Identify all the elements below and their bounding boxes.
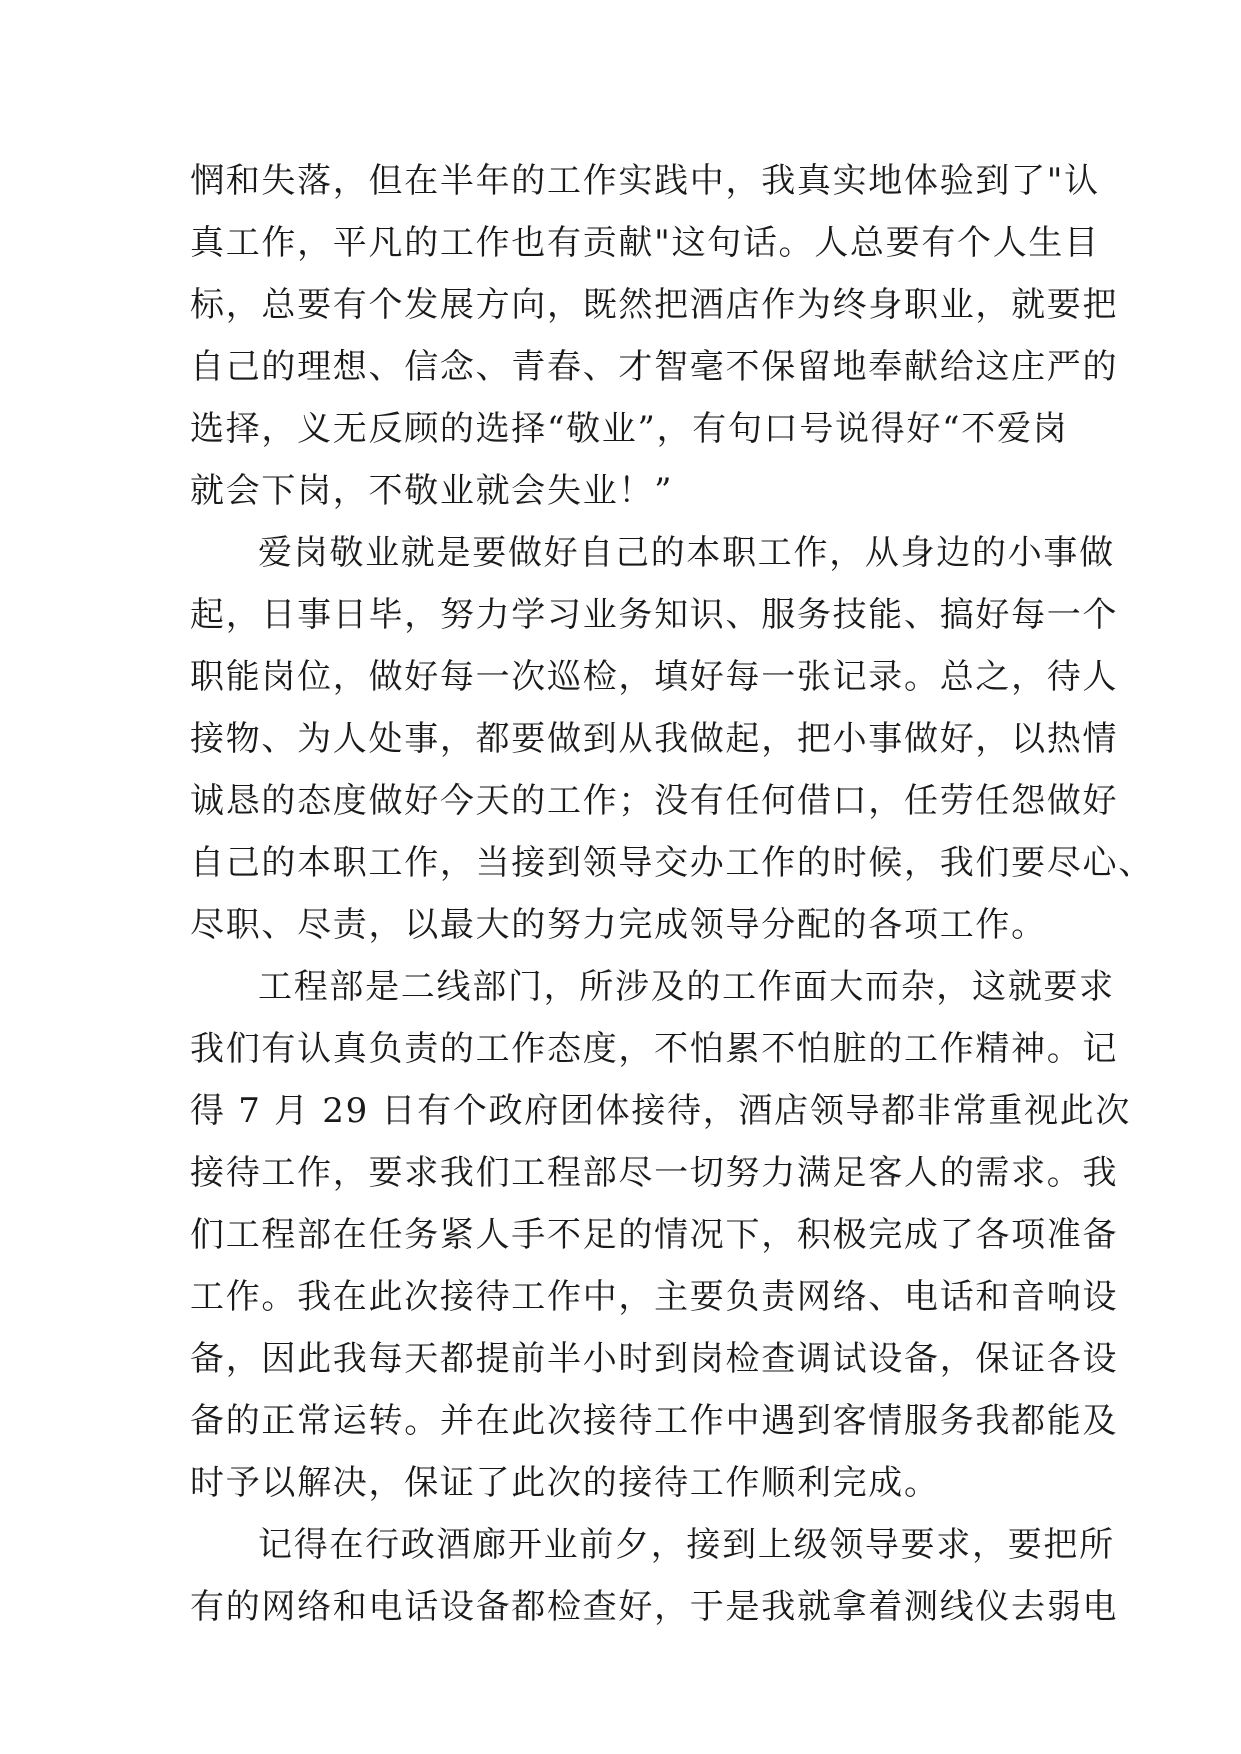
text-line: 备，因此我每天都提前半小时到岗检查调试设备，保证各设 bbox=[190, 1339, 1119, 1379]
text-line: 尽职、尽责，以最大的努力完成领导分配的各项工作。 bbox=[190, 905, 1047, 945]
document-body bbox=[190, 150, 1154, 1638]
text-line: 接物、为人处事，都要做到从我做起，把小事做好，以热情 bbox=[190, 719, 1119, 759]
text-line: 就会下岗，不敬业就会失业！” bbox=[190, 471, 674, 511]
text-line: 得 7 月 29 日有个政府团体接待，酒店领导都非常重视此次 bbox=[190, 1091, 1132, 1131]
text-line: 我们有认真负责的工作态度，不怕累不怕脏的工作精神。记 bbox=[190, 1029, 1119, 1069]
text-line: 选择，义无反顾的选择“敬业”，有句口号说得好“不爱岗 bbox=[190, 409, 1069, 449]
paragraph-first-line: 工程部是二线部门，所涉及的工作面大而杂，这就要求 bbox=[258, 967, 1115, 1007]
text-line: 有的网络和电话设备都检查好，于是我就拿着测线仪去弱电 bbox=[190, 1587, 1119, 1627]
text-line: 自己的本职工作，当接到领导交办工作的时候，我们要尽心、 bbox=[190, 843, 1154, 883]
text-line: 起，日事日毕，努力学习业务知识、服务技能、搞好每一个 bbox=[190, 595, 1119, 635]
text-line: 标，总要有个发展方向，既然把酒店作为终身职业，就要把 bbox=[190, 285, 1119, 325]
text-line: 诚恳的态度做好今天的工作；没有任何借口，任劳任怨做好 bbox=[190, 781, 1119, 821]
text-line: 接待工作，要求我们工程部尽一切努力满足客人的需求。我 bbox=[190, 1153, 1119, 1193]
paragraph-first-line: 爱岗敬业就是要做好自己的本职工作，从身边的小事做 bbox=[258, 533, 1115, 573]
text-line: 们工程部在任务紧人手不足的情况下，积极完成了各项准备 bbox=[190, 1215, 1119, 1255]
text-line: 自己的理想、信念、青春、才智毫不保留地奉献给这庄严的 bbox=[190, 347, 1119, 387]
text-line: 备的正常运转。并在此次接待工作中遇到客情服务我都能及 bbox=[190, 1401, 1119, 1441]
text-line: 工作。我在此次接待工作中，主要负责网络、电话和音响设 bbox=[190, 1277, 1119, 1317]
text-line: 时予以解决，保证了此次的接待工作顺利完成。 bbox=[190, 1463, 940, 1503]
paragraph-first-line: 记得在行政酒廊开业前夕，接到上级领导要求，要把所 bbox=[258, 1525, 1115, 1565]
text-line: 真工作，平凡的工作也有贡献"这句话。人总要有个人生目 bbox=[190, 223, 1100, 263]
text-line: 惘和失落，但在半年的工作实践中，我真实地体验到了"认 bbox=[190, 161, 1100, 201]
text-line: 职能岗位，做好每一次巡检，填好每一张记录。总之，待人 bbox=[190, 657, 1119, 697]
